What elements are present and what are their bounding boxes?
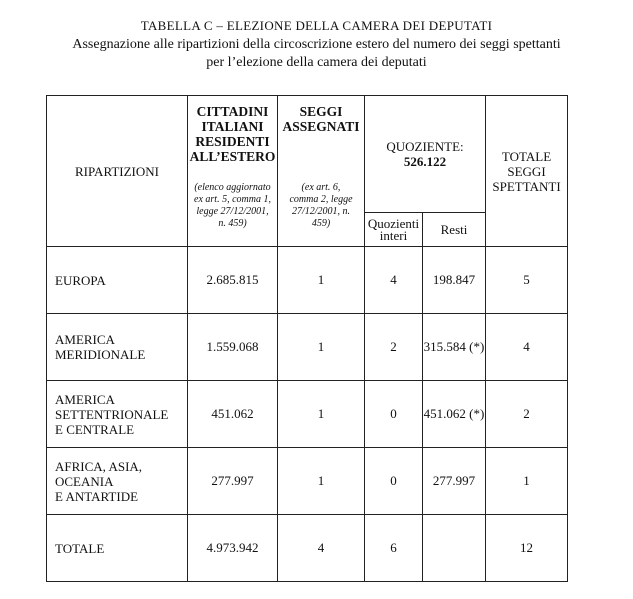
header-quozienti-interi: Quozienti interi xyxy=(365,213,423,247)
subtitle-line-2: per l’elezione della camera dei deputati xyxy=(206,55,427,70)
cell-cittadini: 277.997 xyxy=(188,448,278,515)
cell-totale: 4 xyxy=(486,314,568,381)
cell-totale: 1 xyxy=(486,448,568,515)
cell-resti: 277.997 xyxy=(423,448,486,515)
header-cittadini: CITTADINI ITALIANI RESIDENTI ALL’ESTERO (elenco aggiornato ex art. 5, comma 1, legge 27/12/2001, n. 459) xyxy=(188,96,278,247)
cell-seggi: 1 xyxy=(278,448,365,515)
total-row xyxy=(47,515,568,582)
row-label: AFRICA, ASIA, OCEANIA E ANTARTIDE xyxy=(47,448,188,515)
seats-table xyxy=(46,95,568,582)
row-label: AMERICA MERIDIONALE xyxy=(47,314,188,381)
table-row xyxy=(47,314,568,381)
cell-seggi: 1 xyxy=(278,381,365,448)
header-quoziente: QUOZIENTE: 526.122 xyxy=(365,96,486,213)
table-subtitle xyxy=(0,36,633,72)
cell-resti: 198.847 xyxy=(423,247,486,314)
row-label: AMERICA SETTENTRIONALE E CENTRALE xyxy=(47,381,188,448)
cell-interi: 0 xyxy=(365,448,423,515)
table-row xyxy=(47,448,568,515)
subtitle-line-1: Assegnazione alle ripartizioni della circoscrizione estero del numero dei seggi spettanti xyxy=(72,37,561,52)
row-label: EUROPA xyxy=(47,247,188,314)
cell-cittadini: 2.685.815 xyxy=(188,247,278,314)
header-ripartizioni: RIPARTIZIONI xyxy=(47,96,188,247)
cell-interi: 0 xyxy=(365,381,423,448)
total-totale: 12 xyxy=(486,515,568,582)
table-row xyxy=(47,247,568,314)
table-row xyxy=(47,381,568,448)
seggi-note: (ex art. 6, comma 2, legge 27/12/2001, n. 459) xyxy=(289,182,353,229)
cell-interi: 4 xyxy=(365,247,423,314)
total-label: TOTALE xyxy=(47,515,188,582)
cell-interi: 2 xyxy=(365,314,423,381)
total-interi: 6 xyxy=(365,515,423,582)
cell-cittadini: 1.559.068 xyxy=(188,314,278,381)
header-totale-seggi: TOTALE SEGGI SPETTANTI xyxy=(486,96,568,247)
cell-totale: 2 xyxy=(486,381,568,448)
cittadini-note: (elenco aggiornato ex art. 5, comma 1, legge 27/12/2001, n. 459) xyxy=(194,182,271,229)
total-seggi: 4 xyxy=(278,515,365,582)
cell-seggi: 1 xyxy=(278,247,365,314)
cell-resti: 451.062 (*) xyxy=(423,381,486,448)
cell-resti: 315.584 (*) xyxy=(423,314,486,381)
total-resti xyxy=(423,515,486,582)
header-resti: Resti xyxy=(423,213,486,247)
cell-seggi: 1 xyxy=(278,314,365,381)
table-title: TABELLA C – ELEZIONE DELLA CAMERA DEI DEPUTATI xyxy=(140,18,493,33)
cell-cittadini: 451.062 xyxy=(188,381,278,448)
cell-totale: 5 xyxy=(486,247,568,314)
header-seggi: SEGGI ASSEGNATI (ex art. 6, comma 2, legge 27/12/2001, n. 459) xyxy=(278,96,365,247)
total-cittadini: 4.973.942 xyxy=(188,515,278,582)
